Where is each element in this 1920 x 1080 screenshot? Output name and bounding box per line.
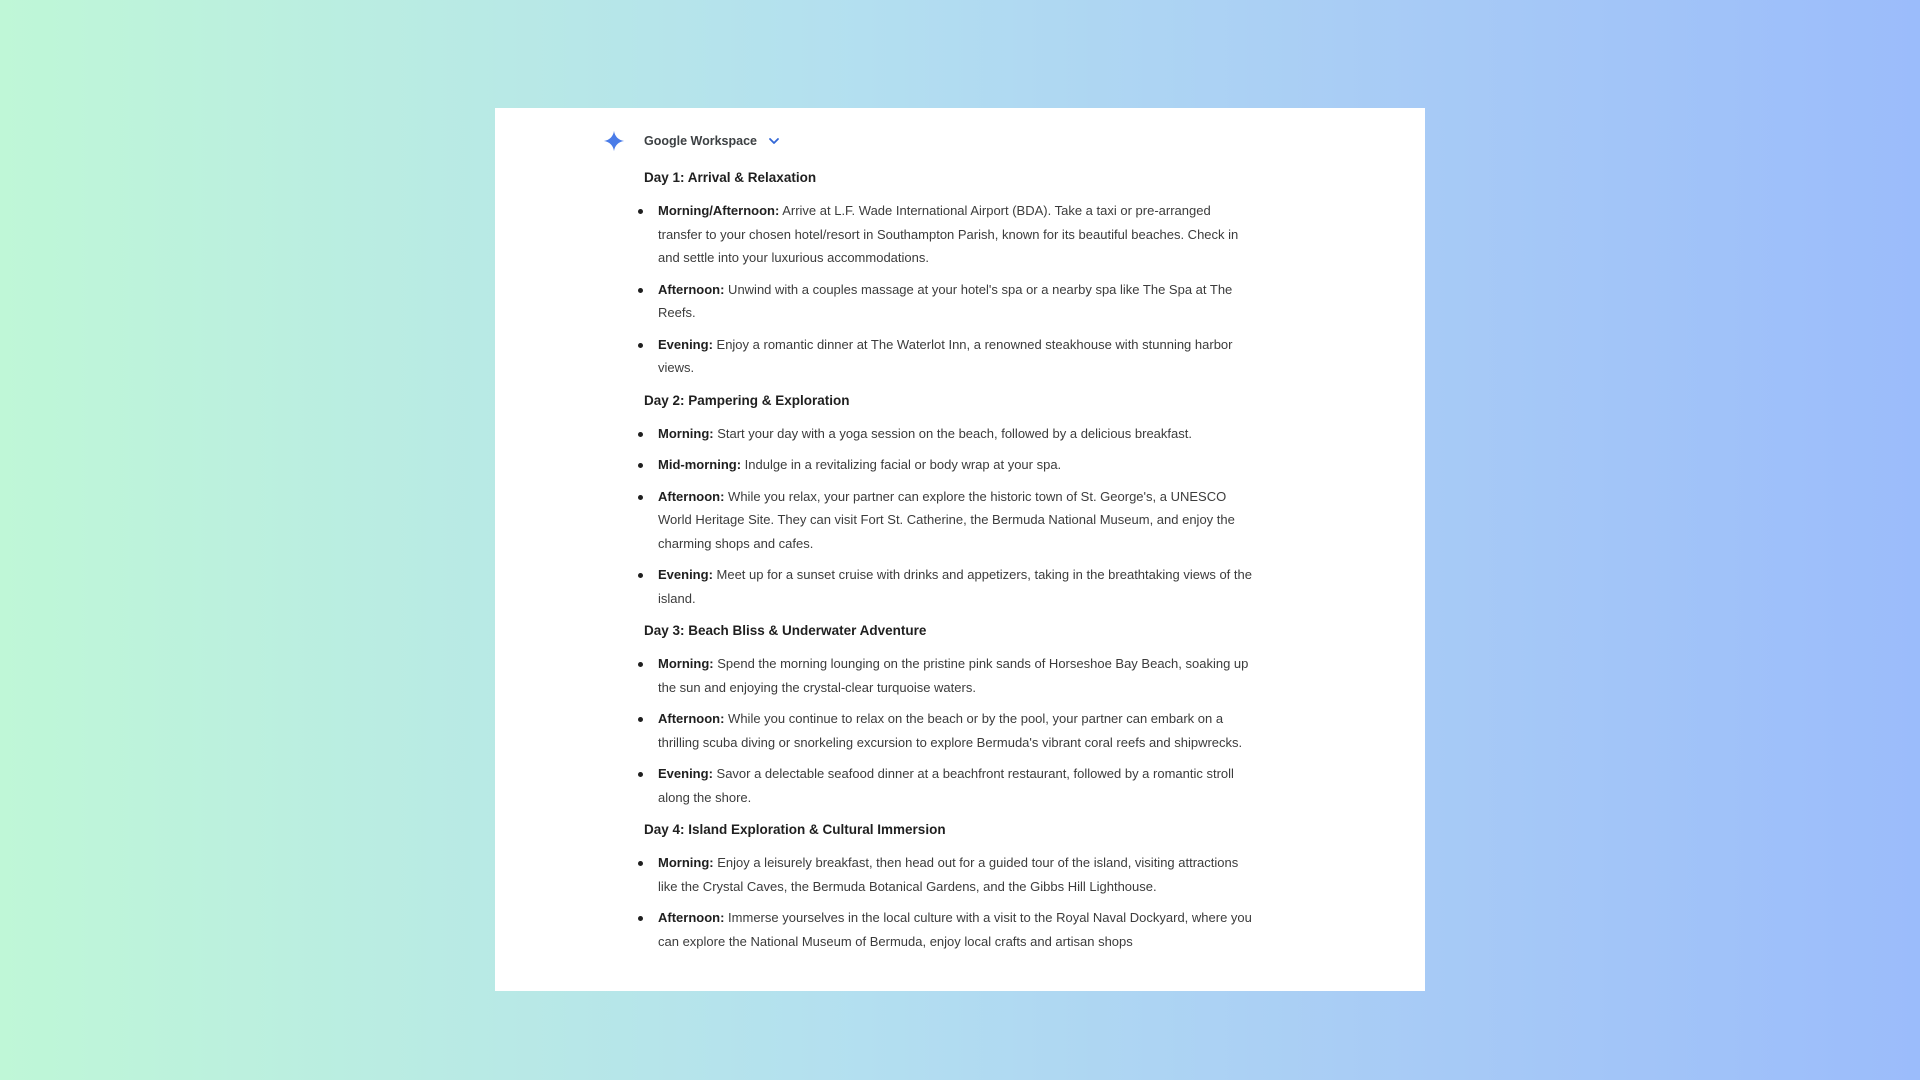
activity-item (644, 652, 1254, 699)
activity-time: Morning/Afternoon: (658, 203, 780, 218)
day-title: Day 4: Island Exploration & Cultural Immersion (644, 822, 946, 837)
chevron-down-icon[interactable] (767, 134, 781, 148)
activity-item (644, 278, 1254, 325)
activity-list (644, 422, 1254, 611)
activity-time: Morning: (658, 855, 714, 870)
activity-text: While you relax, your partner can explore the historic town of St. George's, a UNESCO World Heritage Site. They can visit Fort St. Catherine, the Bermuda National Museum, and enjoy the charming shops and cafes. (658, 488, 1235, 551)
activity-item (644, 707, 1254, 754)
activity-item (644, 906, 1254, 953)
activity-text: While you continue to relax on the beach or by the pool, your partner can embark on a thrilling scuba diving or snorkeling excursion to explore Bermuda's vibrant coral reefs and shipwrecks. (658, 711, 1243, 750)
activity-text: Arrive at L.F. Wade International Airport (BDA). Take a taxi or pre-arranged transfer to your chosen hotel/resort in Southampton Parish, known for its beautiful beaches. Check in and settle into your luxurious accommodations. (658, 203, 1239, 265)
activity-time: Evening: (658, 766, 713, 781)
activity-item (644, 485, 1254, 556)
activity-list (644, 851, 1254, 953)
day-section (644, 622, 1254, 809)
itinerary-content (644, 169, 1254, 961)
activity-time: Afternoon: (658, 281, 725, 297)
activity-item (644, 762, 1254, 809)
activity-time: Evening: (658, 336, 713, 352)
activity-time: Afternoon: (658, 488, 725, 504)
activity-text: Indulge in a revitalizing facial or body wrap at your spa. (741, 457, 1062, 472)
activity-text: Immerse yourselves in the local culture with a visit to the Royal Naval Dockyard, where you can explore the National Museum of Bermuda, enjoy local crafts and artisan shops (658, 910, 1252, 949)
activity-text: Enjoy a leisurely breakfast, then head out for a guided tour of the island, visiting attractions like the Crystal Caves, the Bermuda Botanical Gardens, and the Gibbs Hill Lighthouse. (658, 855, 1239, 894)
day-title: Day 3: Beach Bliss & Underwater Adventure (644, 623, 927, 638)
activity-item (644, 333, 1254, 380)
activity-time: Morning: (658, 656, 714, 671)
activity-time: Afternoon: (658, 711, 725, 726)
day-section (644, 821, 1254, 953)
activity-list (644, 652, 1254, 809)
activity-text: Savor a delectable seafood dinner at a beachfront restaurant, followed by a romantic stroll along the shore. (658, 766, 1234, 805)
activity-item (644, 453, 1254, 477)
activity-list (644, 199, 1254, 380)
activity-item (644, 851, 1254, 898)
day-title: Day 2: Pampering & Exploration (644, 392, 850, 408)
activity-item (644, 199, 1254, 270)
activity-text: Meet up for a sunset cruise with drinks and appetizers, taking in the breathtaking views of the island. (658, 567, 1252, 606)
workspace-brand-label: Google Workspace (644, 134, 757, 148)
activity-item (644, 563, 1254, 610)
activity-time: Afternoon: (658, 910, 725, 925)
gemini-sparkle-icon (601, 128, 627, 154)
activity-time: Mid-morning: (658, 457, 742, 472)
activity-time: Morning: (658, 425, 714, 441)
day-section (644, 392, 1254, 611)
activity-time: Evening: (658, 567, 713, 582)
activity-text: Unwind with a couples massage at your hotel's spa or a nearby spa like The Spa at The Reefs. (658, 281, 1233, 320)
activity-text: Start your day with a yoga session on the beach, followed by a delicious breakfast. (713, 425, 1192, 441)
day-section (644, 169, 1254, 380)
activity-text: Enjoy a romantic dinner at The Waterlot Inn, a renowned steakhouse with stunning harbor views. (658, 336, 1233, 375)
response-panel (495, 108, 1425, 991)
activity-text: Spend the morning lounging on the pristine pink sands of Horseshoe Bay Beach, soaking up the sun and enjoying the crystal-clear turquoise waters. (658, 656, 1249, 695)
activity-item (644, 422, 1254, 446)
response-header (601, 128, 781, 154)
day-title: Day 1: Arrival & Relaxation (644, 170, 817, 185)
